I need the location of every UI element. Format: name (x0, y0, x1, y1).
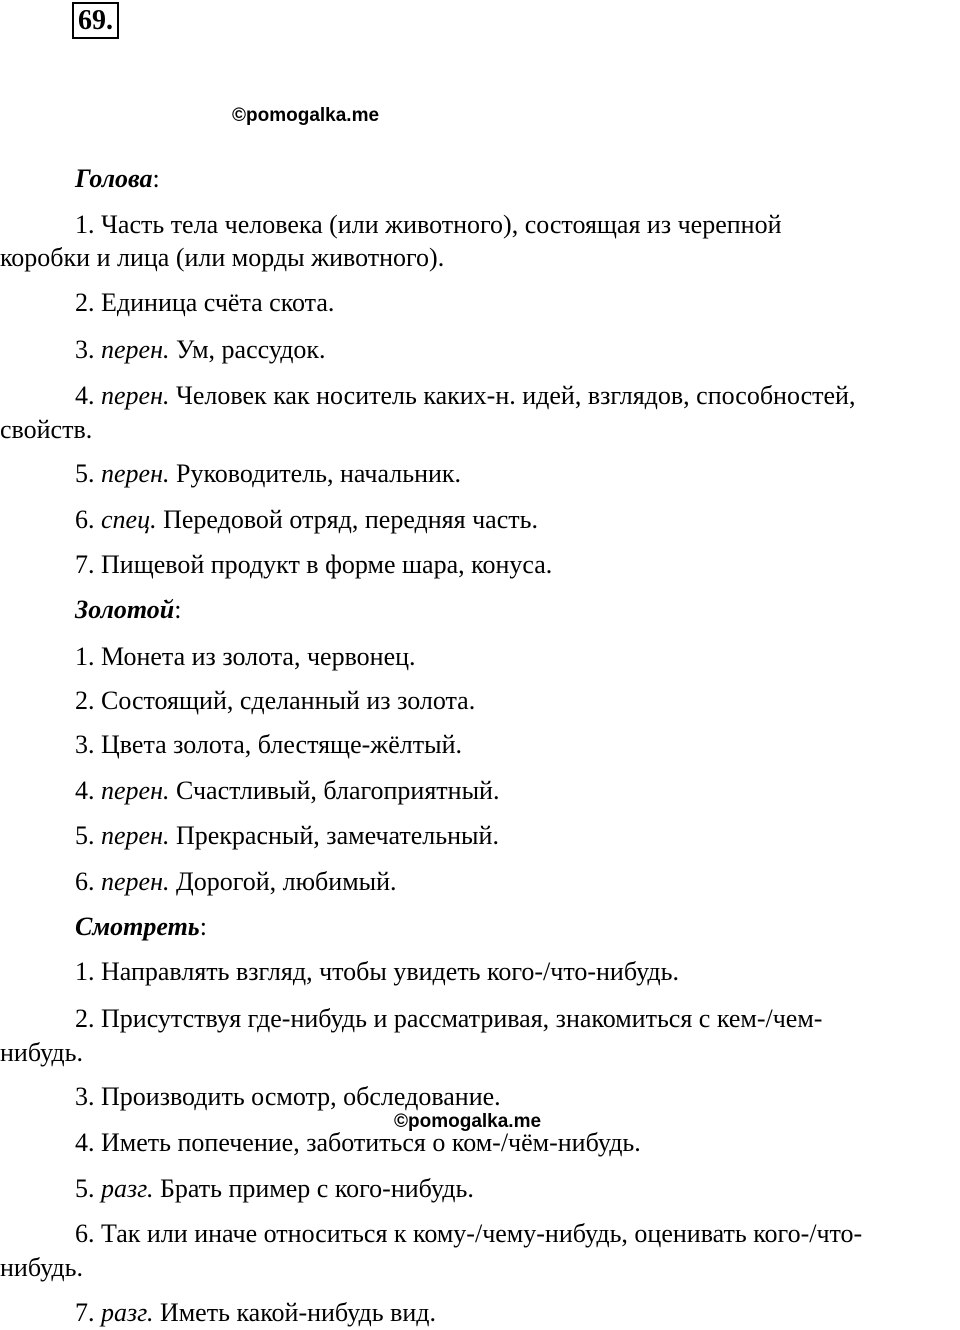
entry-smotret-1: 1. Направлять взгляд, чтобы увидеть кого-/что-нибудь. (75, 957, 680, 986)
entry-zolotoy-4: 4. перен. Счастливый, благоприятный. (75, 776, 500, 805)
entry-smotret-2-continuation: нибудь. (0, 1038, 84, 1067)
entry-golova-1: 1. Часть тела человека (или животного), состоящая из черепной (75, 210, 782, 239)
entry-smotret-3: 3. Производить осмотр, обследование. (75, 1082, 501, 1111)
entry-zolotoy-1: 1. Монета из золота, червонец. (75, 642, 416, 671)
entry-golova-5: 5. перен. Руководитель, начальник. (75, 459, 462, 488)
section-heading-golova: Голова: (75, 164, 160, 193)
entry-zolotoy-6: 6. перен. Дорогой, любимый. (75, 867, 397, 896)
entry-smotret-2: 2. Присутствуя где-нибудь и рассматривая, знакомиться с кем-/чем- (75, 1004, 823, 1033)
section-heading-zolotoy: Золотой: (75, 595, 182, 624)
entry-smotret-6: 6. Так или иначе относиться к кому-/чему-нибудь, оценивать кого-/что- (75, 1219, 863, 1248)
entry-golova-7: 7. Пищевой продукт в форме шара, конуса. (75, 550, 553, 579)
entry-smotret-7: 7. разг. Иметь какой-нибудь вид. (75, 1298, 437, 1327)
task-number: 69. (72, 2, 119, 39)
entry-golova-2: 2. Единица счёта скота. (75, 288, 335, 317)
section-heading-smotret: Смотреть: (75, 912, 207, 941)
watermark-top: ©pomogalka.me (232, 105, 380, 126)
entry-golova-4: 4. перен. Человек как носитель каких-н. идей, взглядов, способностей, (75, 381, 856, 410)
entry-golova-4-continuation: свойств. (0, 415, 93, 444)
entry-zolotoy-3: 3. Цвета золота, блестяще-жёлтый. (75, 730, 462, 759)
watermark-middle: ©pomogalka.me (394, 1111, 542, 1132)
entry-smotret-4: 4. Иметь попечение, заботиться о ком-/чём-нибудь. (75, 1128, 641, 1157)
entry-smotret-6-continuation: нибудь. (0, 1253, 84, 1282)
entry-zolotoy-2: 2. Состоящий, сделанный из золота. (75, 686, 476, 715)
entry-zolotoy-5: 5. перен. Прекрасный, замечательный. (75, 821, 499, 850)
entry-golova-3: 3. перен. Ум, рассудок. (75, 335, 326, 364)
entry-golova-6: 6. спец. Передовой отряд, передняя часть. (75, 505, 538, 534)
entry-golova-1-continuation: коробки и лица (или морды животного). (0, 243, 445, 272)
entry-smotret-5: 5. разг. Брать пример с кого-нибудь. (75, 1174, 474, 1203)
